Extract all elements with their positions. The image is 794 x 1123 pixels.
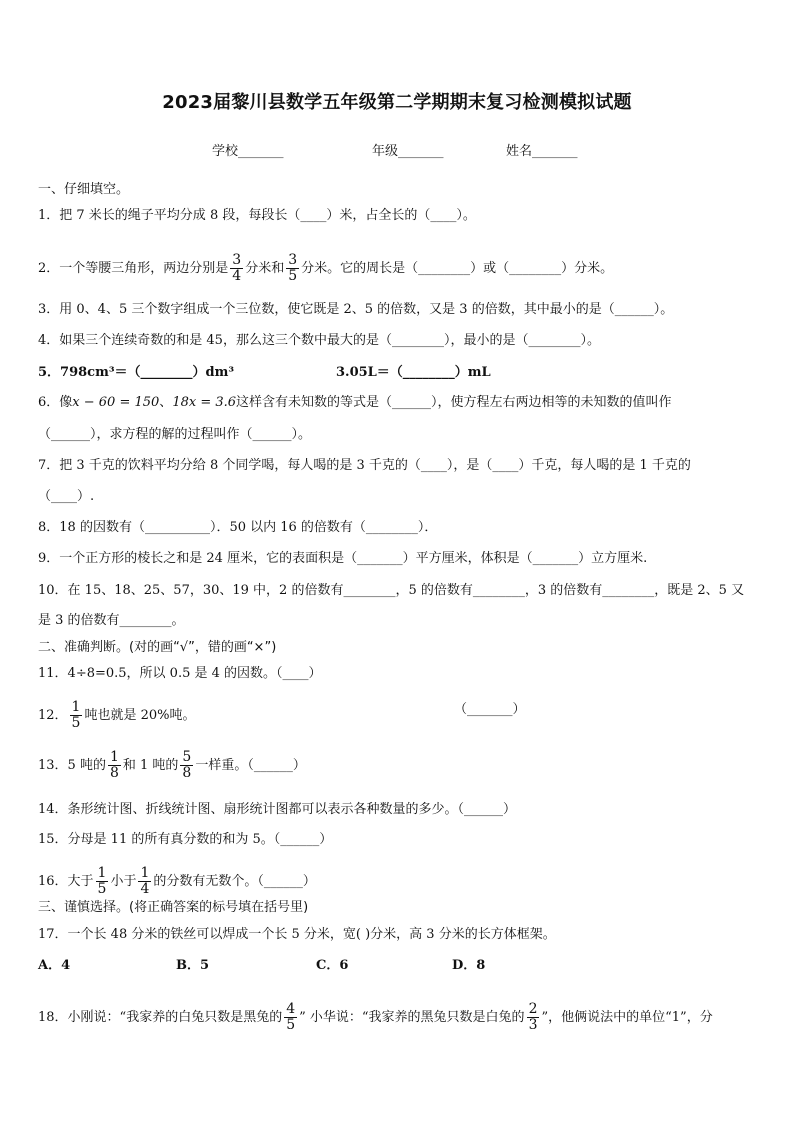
section-heading-2: 二、准确判断。(对的画“√”，错的画“×”)	[38, 640, 277, 655]
page-title: 2023届黎川县数学五年级第二学期期末复习检测模拟试题	[162, 92, 632, 113]
question-3: 3．用 0、4、5 三个数字组成一个三位数，使它既是 2、5 的倍数，又是 3 的倍数，其中最小的是（______）。	[38, 302, 674, 317]
question-11: 11．4÷8=0.5，所以 0.5 是 4 的因数。（____）	[38, 666, 322, 681]
question-2	[38, 253, 764, 284]
fraction: $\frac{1}{8}$	[109, 749, 119, 781]
student-info	[0, 140, 794, 162]
question-12: 12． $\frac{1}{5}$ 吨也就是 20%吨。 （_______）	[38, 699, 526, 731]
question-8: 8．18 的因数有（__________）．50 以内 16 的倍数有（________）．	[38, 520, 438, 535]
question-18: 18．小刚说：“我家养的白兔只数是黑兔的 $\frac{4}{5}$ ” 小华说：“我家养的黑兔只数是白兔的 $\frac{2}{3}$ ”，他俩说法中的单位“1”，分	[38, 1001, 713, 1033]
answer-paren[interactable]: （_______）	[454, 702, 526, 717]
question-4: 4．如果三个连续奇数的和是 45，那么这三个数中最大的是（________），最小的是（________）。	[38, 333, 600, 348]
question-10-cont: 是 3 的倍数有________。	[38, 613, 185, 628]
question-5	[38, 363, 764, 383]
question-5b: 3.05L＝（________）mL	[336, 365, 491, 380]
fraction: $\frac{1}{5}$	[97, 865, 107, 897]
question-10: 10．在 15、18、25、57，30、19 中，2 的倍数有________，5 的倍数有________，3 的倍数有________，既是 2、5 又	[38, 583, 745, 598]
equation: x − 60 = 150	[72, 395, 160, 410]
fraction: $\frac{3}{5}$	[288, 252, 298, 284]
question-1: 1．把 7 米长的绳子平均分成 8 段，每段长（____）米，占全长的（____）。	[38, 208, 476, 223]
question-17: 17．一个长 48 分米的铁丝可以焊成一个长 5 分米，宽( )分米，高 3 分米的长方体框架。	[38, 927, 556, 942]
question-14: 14．条形统计图、折线统计图、扇形统计图都可以表示各种数量的多少。（______）	[38, 802, 517, 817]
fraction: $\frac{5}{8}$	[182, 749, 192, 781]
section-heading-3: 三、谨慎选择。(将正确答案的标号填在括号里)	[38, 900, 309, 915]
question-2-text: 分米。它的周长是（________）或（________）分米。	[301, 261, 614, 276]
question-15: 15．分母是 11 的所有真分数的和为 5。（______）	[38, 832, 333, 847]
question-2-text: 2．一个等腰三角形，两边分别是	[38, 261, 229, 276]
question-5a: 5．798cm³＝（________）dm³	[38, 365, 235, 380]
option-b[interactable]: B．5	[176, 958, 210, 973]
fraction: $\frac{1}{5}$	[71, 699, 81, 731]
question-6-cont: （______），求方程的解的过程叫作（______）。	[38, 427, 312, 442]
section-heading-1: 一、仔细填空。	[38, 182, 130, 197]
fraction: $\frac{4}{5}$	[286, 1001, 296, 1033]
option-a[interactable]: A．4	[38, 958, 71, 973]
question-13: 13．5 吨的 $\frac{1}{8}$ 和 1 吨的 $\frac{5}{8}$ 一样重。（______）	[38, 749, 306, 781]
fraction: $\frac{1}{4}$	[140, 865, 150, 897]
question-7-cont: （____）.	[38, 489, 95, 504]
grade-field[interactable]: 年级_______	[372, 144, 444, 159]
question-2-text: 分米和	[245, 261, 285, 276]
option-c[interactable]: C．6	[316, 958, 349, 973]
option-d[interactable]: D．8	[452, 958, 486, 973]
equation: 18x = 3.6	[172, 395, 237, 410]
fraction: $\frac{3}{4}$	[232, 252, 242, 284]
question-7: 7．把 3 千克的饮料平均分给 8 个同学喝，每人喝的是 3 千克的（____），是（____）千克，每人喝的是 1 千克的	[38, 458, 691, 473]
question-16: 16．大于 $\frac{1}{5}$ 小于 $\frac{1}{4}$ 的分数有无数个。（______）	[38, 865, 316, 897]
name-field[interactable]: 姓名_______	[506, 144, 578, 159]
school-field[interactable]: 学校_______	[212, 144, 284, 159]
fraction: $\frac{2}{3}$	[528, 1001, 538, 1033]
question-9: 9．一个正方形的棱长之和是 24 厘米，它的表面积是（_______）平方厘米，体积是（_______）立方厘米.	[38, 551, 648, 566]
question-6: 6．像x − 60 = 150、18x = 3.6这样含有未知数的等式是（______），使方程左右两边相等的未知数的值叫作	[38, 395, 672, 410]
